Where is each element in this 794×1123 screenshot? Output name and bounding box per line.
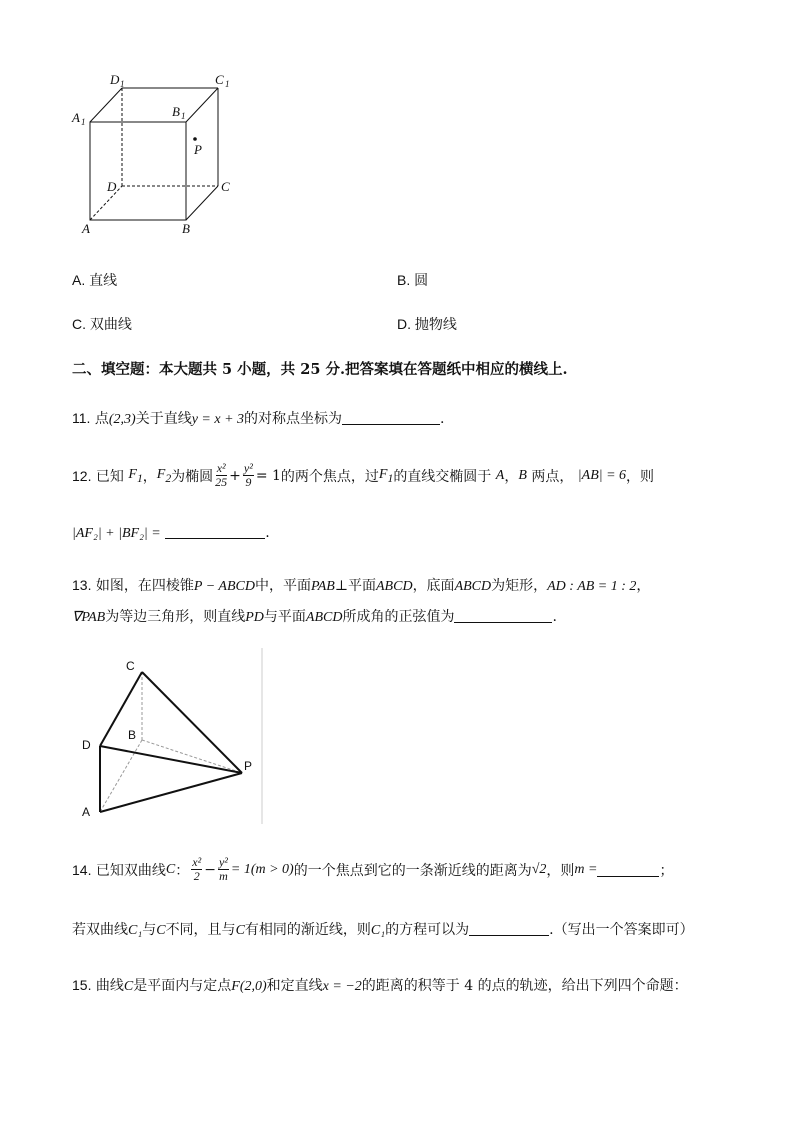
q13-number: 13.: [72, 577, 92, 593]
label-D: D: [107, 179, 117, 194]
q12-F1: $F_1$: [128, 466, 143, 485]
q12-sum: |AF₂| + |BF₂| =: [72, 526, 161, 541]
pyr-label-B: B: [128, 728, 137, 742]
pyr-label-P: P: [244, 759, 253, 773]
q12-sep: ，: [142, 468, 157, 485]
q14-text-6: 不同，且与: [165, 922, 236, 938]
q13-text-1: 如图，在四棱锥: [95, 578, 194, 594]
q14-minus: −: [204, 861, 216, 878]
q14-text-1: 已知双曲线: [95, 862, 166, 879]
q15-F: F(2,0): [231, 979, 267, 994]
q14-root: √2: [531, 861, 547, 877]
q12-F1-again: $F_1$: [378, 466, 394, 485]
cube-figure: [60, 60, 250, 240]
q11-end: .: [440, 411, 445, 427]
q12-B: B: [518, 467, 527, 483]
q13-pab: PAB: [310, 579, 335, 594]
label-A1-sub: 1: [81, 117, 86, 127]
q13-text-5: ，: [636, 578, 651, 594]
q13-text-2: 中，平面: [254, 578, 311, 594]
question-14: [72, 856, 673, 883]
q15-text-1: 曲线: [95, 978, 124, 994]
q12-text-4: 的直线交椭圆于: [393, 468, 492, 485]
q11-text-3: 的对称点坐标为: [244, 411, 343, 427]
q14-m: m =: [574, 861, 598, 877]
q15-text-3: 和定直线: [266, 978, 323, 994]
q12-text-3: 的两个焦点，过: [280, 468, 379, 485]
q11-text-1: 点: [94, 411, 109, 427]
option-c-letter: C.: [72, 316, 86, 332]
q13-text-3: ，底面: [412, 578, 455, 594]
q12-A: A: [495, 467, 505, 483]
question-14-line-2: [72, 919, 694, 939]
q11-text-2: 关于直线: [135, 411, 192, 427]
edge-B1C1: [186, 88, 218, 122]
q14-text-3: ，则: [546, 862, 575, 879]
q12-text-5: 两点，: [531, 468, 574, 485]
q11-answer-blank[interactable]: [342, 410, 440, 425]
q13-text-7: 与平面: [263, 609, 306, 625]
q14-semi: ；: [659, 862, 674, 879]
q14-C-2: C: [156, 923, 166, 938]
pyr-label-A: A: [82, 805, 91, 819]
label-A: A: [82, 221, 90, 236]
q14-frac-y: $\frac{\text{y²}}{m}$: [218, 855, 228, 883]
q13-abcd-3: ABCD: [305, 610, 343, 625]
label-C1: C: [215, 72, 224, 87]
label-B: B: [182, 221, 190, 236]
q13-text-6: 为等边三角形，则直线: [105, 609, 246, 625]
q14-answer-blank-2[interactable]: [469, 921, 549, 936]
q13-perp: ⊥平面: [334, 578, 376, 594]
option-c: [72, 314, 132, 334]
q15-C: C: [123, 979, 134, 994]
q12-text-6: ，则: [626, 468, 655, 485]
pyramid-figure: [72, 648, 272, 828]
label-B1-sub: 1: [181, 111, 186, 121]
q15-text-2: 是平面内与定点: [133, 978, 232, 994]
label-D1: D: [110, 72, 120, 87]
option-d-text: 抛物线: [414, 316, 457, 332]
question-12: [72, 462, 654, 489]
q13-triangle: ∇PAB: [72, 610, 106, 625]
q12-number: 12.: [72, 467, 92, 484]
option-b-letter: B.: [397, 272, 411, 288]
label-B1: B: [172, 104, 180, 119]
point-P: [193, 137, 197, 141]
q14-C1: C₁: [128, 923, 143, 938]
q15-text-4: 的距离的积等于 4 的点的轨迹，给出下列四个命题：: [361, 978, 688, 994]
q12-frac-x: $\frac{\text{x²}}{25}$: [215, 461, 228, 489]
question-12-line-2: [72, 524, 270, 542]
q11-line: y = x + 3: [191, 412, 245, 427]
q15-number: 15.: [72, 977, 92, 993]
q15-line: x = −2: [322, 979, 362, 994]
edge-AD: [90, 186, 122, 220]
q13-text-4: 为矩形，: [491, 578, 548, 594]
q12-ab: |AB| = 6: [577, 467, 627, 483]
q14-text-9: .（写出一个答案即可）: [549, 922, 694, 938]
option-a-text: 直线: [89, 272, 118, 288]
q13-abcd-2: ABCD: [454, 579, 492, 594]
q12-F2: $F_2$: [156, 466, 172, 485]
q12-end: .: [265, 525, 270, 541]
question-15: [72, 975, 688, 995]
q14-text-8: 的方程可以为: [385, 922, 470, 938]
q12-comma: ，: [504, 468, 519, 485]
option-b: [397, 270, 428, 290]
label-C: C: [221, 179, 230, 194]
q14-C1-2: C₁: [370, 923, 386, 938]
q13-answer-blank[interactable]: [454, 608, 552, 623]
q14-text-5: 与: [142, 922, 157, 938]
q14-colon: ：: [175, 862, 190, 879]
q14-text-2: 的一个焦点到它的一条渐近线的距离为: [293, 862, 532, 879]
q13-ratio: AD : AB = 1 : 2: [547, 579, 637, 594]
q14-text-7: 有相同的渐近线，则: [244, 922, 371, 938]
option-d-letter: D.: [397, 316, 411, 332]
label-P: P: [194, 142, 202, 157]
option-d: [397, 314, 457, 334]
q13-pyramid: P − ABCD: [193, 579, 255, 594]
edge-AP: [100, 773, 242, 812]
q12-plus: +: [229, 467, 241, 484]
label-C1-sub: 1: [225, 79, 230, 89]
q13-text-8: 所成角的正弦值为: [342, 609, 455, 625]
q14-C: C: [165, 861, 176, 877]
option-a-letter: A.: [72, 272, 86, 288]
pyr-label-D: D: [82, 738, 91, 752]
option-a: [72, 270, 117, 290]
q14-answer-blank-1[interactable]: [597, 862, 659, 877]
q13-abcd: ABCD: [376, 579, 413, 594]
q14-eq: = 1(m > 0): [230, 861, 294, 877]
q12-text-2: 为椭圆: [171, 468, 214, 485]
option-c-text: 双曲线: [89, 316, 132, 332]
edge-BC: [186, 186, 218, 220]
section-2-heading: 二、填空题：本大题共 5 小题，共 25 分.把答案填在答题纸中相应的横线上.: [72, 361, 568, 378]
question-11: [72, 408, 445, 428]
q12-frac-y: $\frac{\text{y²}}{9}$: [243, 461, 253, 489]
q12-text-1: 已知: [95, 468, 124, 485]
q13-pd: PD: [245, 610, 264, 625]
label-A1: A: [72, 110, 80, 125]
q13-end: .: [552, 609, 557, 625]
q12-answer-blank[interactable]: [165, 524, 265, 539]
edge-A1D1: [90, 88, 122, 122]
question-13: [72, 575, 650, 595]
pyr-label-C: C: [126, 659, 135, 673]
q14-text-4: 若双曲线: [72, 922, 128, 938]
option-b-text: 圆: [414, 272, 429, 288]
q14-frac-x: $\frac{\text{x²}}{2}$: [192, 855, 202, 883]
q14-C-3: C: [235, 923, 245, 938]
q11-number: 11.: [72, 410, 91, 426]
q12-eq: = 1: [255, 467, 281, 484]
label-D1-sub: 1: [120, 79, 125, 89]
q11-point: (2,3): [108, 412, 136, 427]
question-13-line-2: [72, 606, 557, 626]
q14-number: 14.: [72, 861, 92, 878]
